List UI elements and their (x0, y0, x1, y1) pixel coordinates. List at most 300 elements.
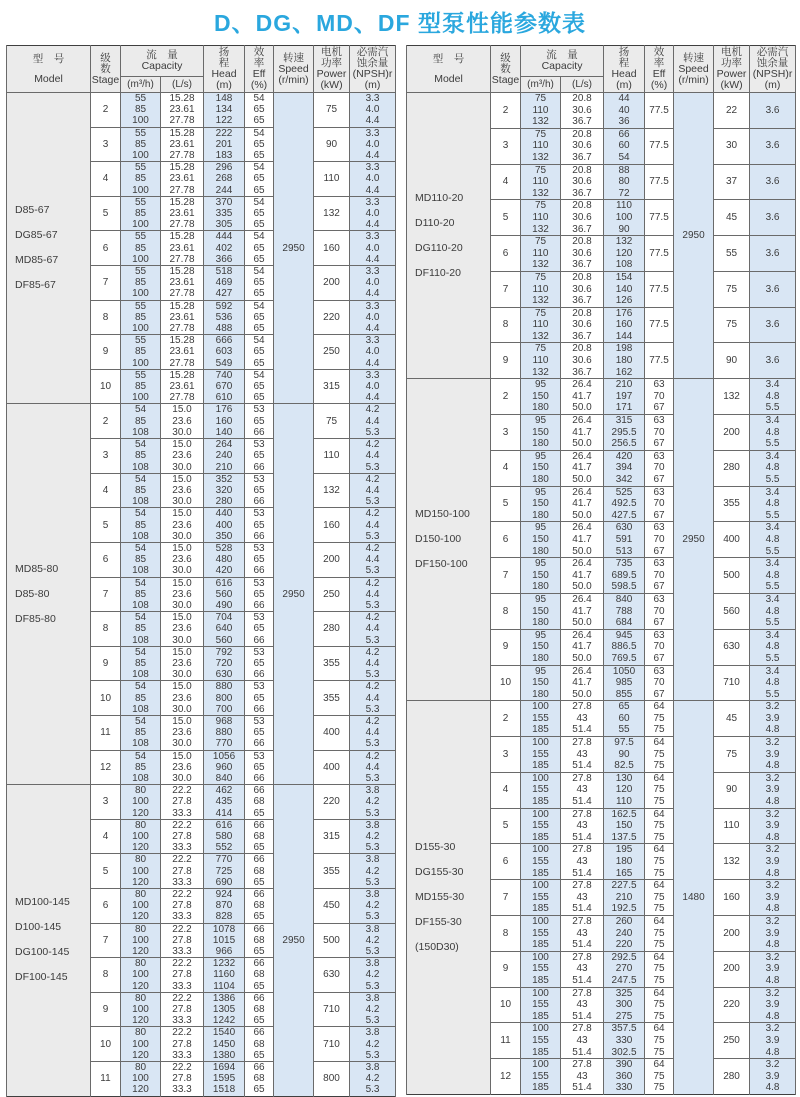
capacity-m3h-cell: 185 (521, 760, 561, 772)
stage-cell: 12 (491, 1059, 521, 1095)
capacity-ls-cell: 27.78 (161, 185, 204, 197)
capacity-m3h-cell: 108 (121, 565, 161, 577)
npsh-cell: 3.2 (750, 844, 796, 856)
head-cell: 108 (604, 259, 645, 271)
head-cell: 40 (604, 105, 645, 117)
power-cell: 450 (314, 889, 350, 924)
npsh-cell: 4.8 (750, 391, 796, 403)
capacity-m3h-cell: 54 (121, 681, 161, 693)
eff-cell: 77.5 (645, 200, 674, 236)
capacity-ls-cell: 50.0 (561, 653, 604, 665)
capacity-m3h-cell: 75 (521, 236, 561, 248)
capacity-m3h-cell: 150 (521, 427, 561, 439)
eff-cell: 65 (245, 243, 274, 254)
stage-cell: 10 (91, 1027, 121, 1062)
eff-cell: 65 (245, 762, 274, 773)
npsh-cell: 4.0 (350, 381, 396, 392)
head-cell: 1056 (204, 750, 245, 762)
head-cell: 591 (604, 534, 645, 546)
head-cell: 110 (604, 200, 645, 212)
capacity-m3h-cell: 85 (121, 104, 161, 115)
npsh-cell: 3.6 (750, 128, 796, 164)
capacity-m3h-cell: 185 (521, 903, 561, 915)
head-cell: 870 (204, 900, 245, 911)
head-cell: 295.5 (604, 427, 645, 439)
capacity-m3h-cell: 108 (121, 496, 161, 508)
capacity-m3h-cell: 100 (521, 915, 561, 927)
head-cell: 110 (604, 796, 645, 808)
eff-cell: 77.5 (645, 236, 674, 272)
capacity-m3h-cell: 132 (521, 259, 561, 271)
eff-cell: 54 (245, 231, 274, 243)
capacity-m3h-cell: 108 (121, 531, 161, 543)
capacity-m3h-cell: 180 (521, 546, 561, 558)
capacity-m3h-cell: 54 (121, 577, 161, 589)
capacity-ls-cell: 26.4 (561, 665, 604, 677)
eff-cell: 54 (245, 266, 274, 278)
eff-cell: 65 (245, 1050, 274, 1062)
npsh-cell: 4.4 (350, 450, 396, 461)
capacity-m3h-cell: 85 (121, 173, 161, 184)
eff-cell: 65 (245, 554, 274, 565)
eff-cell: 70 (645, 606, 674, 618)
capacity-ls-cell: 27.8 (561, 701, 604, 713)
eff-cell: 63 (645, 415, 674, 427)
npsh-cell: 3.8 (350, 1027, 396, 1039)
stage-cell: 5 (491, 200, 521, 236)
npsh-cell: 4.4 (350, 520, 396, 531)
eff-cell: 54 (245, 369, 274, 381)
pump-table-right (406, 45, 796, 1095)
capacity-m3h-cell: 155 (521, 820, 561, 832)
capacity-m3h-cell: 120 (121, 946, 161, 958)
npsh-cell: 4.4 (350, 185, 396, 197)
npsh-cell: 4.4 (350, 589, 396, 600)
head-cell: 195 (604, 844, 645, 856)
head-cell: 518 (204, 266, 245, 278)
capacity-ls-cell: 30.0 (161, 704, 204, 716)
capacity-ls-cell: 20.8 (561, 271, 604, 283)
eff-cell: 53 (245, 439, 274, 451)
capacity-m3h-cell: 55 (121, 335, 161, 347)
stage-cell: 8 (91, 612, 121, 647)
capacity-m3h-cell: 155 (521, 892, 561, 904)
power-cell: 315 (314, 369, 350, 404)
eff-cell: 70 (645, 534, 674, 546)
header-speed: 转速 Speed (r/min) (674, 46, 714, 93)
table-row (7, 404, 396, 416)
npsh-cell: 5.5 (750, 617, 796, 629)
eff-cell: 65 (245, 1015, 274, 1027)
capacity-m3h-cell: 54 (121, 646, 161, 658)
npsh-cell: 5.5 (750, 402, 796, 414)
head-cell: 120 (604, 784, 645, 796)
capacity-ls-cell: 36.7 (561, 152, 604, 164)
eff-cell: 77.5 (645, 307, 674, 343)
capacity-ls-cell: 23.6 (161, 589, 204, 600)
npsh-cell: 3.8 (350, 785, 396, 797)
head-cell: 197 (604, 391, 645, 403)
npsh-cell: 4.4 (350, 115, 396, 127)
capacity-m3h-cell: 80 (121, 1062, 161, 1074)
capacity-ls-cell: 30.6 (561, 248, 604, 260)
capacity-m3h-cell: 155 (521, 784, 561, 796)
capacity-m3h-cell: 100 (521, 1059, 561, 1071)
power-cell: 250 (714, 1023, 750, 1059)
npsh-cell: 3.4 (750, 629, 796, 641)
header-power: 电机 功率 Power (kW) (714, 46, 750, 93)
header-speed: 转速 Speed (r/min) (274, 46, 314, 93)
power-cell: 45 (714, 200, 750, 236)
eff-cell: 54 (245, 300, 274, 312)
npsh-cell: 3.3 (350, 231, 396, 243)
eff-cell: 75 (645, 903, 674, 915)
capacity-m3h-cell: 150 (521, 462, 561, 474)
head-cell: 55 (604, 724, 645, 736)
head-cell: 700 (204, 704, 245, 716)
eff-cell: 65 (245, 808, 274, 820)
stage-cell: 10 (491, 665, 521, 701)
capacity-ls-cell: 23.61 (161, 312, 204, 323)
power-cell: 200 (314, 266, 350, 301)
power-cell: 280 (314, 612, 350, 647)
head-cell: 402 (204, 243, 245, 254)
head-cell: 880 (204, 681, 245, 693)
capacity-m3h-cell: 100 (121, 115, 161, 127)
eff-cell: 67 (645, 402, 674, 414)
eff-cell: 75 (645, 868, 674, 880)
npsh-cell: 4.8 (750, 832, 796, 844)
head-cell: 427 (204, 288, 245, 300)
npsh-cell: 4.2 (350, 750, 396, 762)
capacity-ls-cell: 36.7 (561, 224, 604, 236)
eff-cell: 66 (245, 600, 274, 612)
npsh-cell: 3.3 (350, 196, 396, 208)
capacity-ls-cell: 23.61 (161, 173, 204, 184)
capacity-m3h-cell: 185 (521, 724, 561, 736)
capacity-ls-cell: 15.0 (161, 750, 204, 762)
power-cell: 500 (314, 923, 350, 958)
power-cell: 75 (314, 404, 350, 439)
head-cell: 427.5 (604, 510, 645, 522)
capacity-m3h-cell: 95 (521, 522, 561, 534)
head-cell: 144 (604, 331, 645, 343)
eff-cell: 66 (245, 427, 274, 439)
capacity-ls-cell: 27.78 (161, 254, 204, 266)
capacity-ls-cell: 30.6 (561, 355, 604, 367)
npsh-cell: 4.8 (750, 724, 796, 736)
stage-cell: 4 (91, 162, 121, 197)
capacity-ls-cell: 51.4 (561, 1082, 604, 1094)
npsh-cell: 4.8 (750, 462, 796, 474)
page-title: D、DG、MD、DF 型泵性能参数表 (214, 10, 586, 36)
stage-cell: 2 (91, 93, 121, 128)
head-cell: 792 (204, 646, 245, 658)
head-cell: 828 (204, 911, 245, 923)
capacity-ls-cell: 27.8 (161, 969, 204, 980)
eff-cell: 70 (645, 427, 674, 439)
capacity-ls-cell: 23.6 (161, 623, 204, 634)
eff-cell: 63 (645, 522, 674, 534)
capacity-m3h-cell: 180 (521, 617, 561, 629)
speed-cell: 2950 (274, 404, 314, 785)
capacity-ls-cell: 41.7 (561, 570, 604, 582)
eff-cell: 54 (245, 127, 274, 139)
npsh-cell: 4.8 (750, 677, 796, 689)
stage-cell: 6 (91, 542, 121, 577)
npsh-cell: 3.2 (750, 808, 796, 820)
capacity-m3h-cell: 110 (521, 248, 561, 260)
npsh-cell: 4.4 (350, 358, 396, 370)
npsh-cell: 5.5 (750, 689, 796, 701)
npsh-cell: 5.3 (350, 427, 396, 439)
head-cell: 616 (204, 819, 245, 831)
capacity-m3h-cell: 108 (121, 462, 161, 474)
capacity-m3h-cell: 75 (521, 343, 561, 355)
head-cell: 300 (604, 999, 645, 1011)
capacity-ls-cell: 22.2 (161, 992, 204, 1004)
npsh-cell: 3.2 (750, 1023, 796, 1035)
header-head: 扬 程 Head (m) (604, 46, 645, 93)
npsh-cell: 4.8 (750, 606, 796, 618)
stage-cell: 8 (91, 300, 121, 335)
capacity-ls-cell: 36.7 (561, 331, 604, 343)
capacity-ls-cell: 27.8 (561, 1059, 604, 1071)
capacity-m3h-cell: 120 (121, 1050, 161, 1062)
npsh-cell: 4.4 (350, 392, 396, 404)
capacity-ls-cell: 41.7 (561, 498, 604, 510)
capacity-ls-cell: 43 (561, 749, 604, 761)
capacity-ls-cell: 23.61 (161, 208, 204, 219)
eff-cell: 53 (245, 681, 274, 693)
stage-cell: 7 (491, 558, 521, 594)
eff-cell: 53 (245, 508, 274, 520)
eff-cell: 67 (645, 653, 674, 665)
capacity-ls-cell: 33.3 (161, 981, 204, 993)
npsh-cell: 3.6 (750, 164, 796, 200)
capacity-m3h-cell: 54 (121, 439, 161, 451)
capacity-m3h-cell: 100 (121, 392, 161, 404)
capacity-ls-cell: 15.0 (161, 439, 204, 451)
capacity-ls-cell: 27.8 (561, 915, 604, 927)
head-cell: 210 (604, 379, 645, 391)
stage-cell: 6 (491, 236, 521, 272)
eff-cell: 65 (245, 589, 274, 600)
eff-cell: 63 (645, 486, 674, 498)
npsh-cell: 4.8 (750, 903, 796, 915)
stage-cell: 4 (491, 450, 521, 486)
power-cell: 200 (714, 915, 750, 951)
capacity-ls-cell: 41.7 (561, 606, 604, 618)
model-cell: D85-67 DG85-67 MD85-67 DF85-67 (7, 93, 91, 404)
head-cell: 122 (204, 115, 245, 127)
npsh-cell: 4.2 (350, 681, 396, 693)
eff-cell: 75 (645, 1082, 674, 1094)
head-cell: 490 (204, 600, 245, 612)
capacity-ls-cell: 51.4 (561, 832, 604, 844)
eff-cell: 63 (645, 379, 674, 391)
capacity-ls-cell: 30.6 (561, 319, 604, 331)
capacity-ls-cell: 30.0 (161, 427, 204, 439)
capacity-ls-cell: 30.0 (161, 669, 204, 681)
head-cell: 630 (204, 669, 245, 681)
eff-cell: 65 (245, 877, 274, 889)
eff-cell: 67 (645, 438, 674, 450)
capacity-ls-cell: 36.7 (561, 188, 604, 200)
capacity-ls-cell: 43 (561, 713, 604, 725)
eff-cell: 66 (245, 462, 274, 474)
eff-cell: 65 (245, 358, 274, 370)
eff-cell: 67 (645, 617, 674, 629)
capacity-m3h-cell: 75 (521, 200, 561, 212)
stage-cell: 5 (91, 508, 121, 543)
eff-cell: 65 (245, 288, 274, 300)
npsh-cell: 5.3 (350, 981, 396, 993)
capacity-ls-cell: 43 (561, 784, 604, 796)
capacity-m3h-cell: 95 (521, 450, 561, 462)
npsh-cell: 4.8 (750, 939, 796, 951)
capacity-ls-cell: 50.0 (561, 510, 604, 522)
capacity-m3h-cell: 110 (521, 355, 561, 367)
stage-cell: 9 (91, 335, 121, 370)
head-cell: 440 (204, 508, 245, 520)
npsh-cell: 5.3 (350, 565, 396, 577)
head-cell: 966 (204, 946, 245, 958)
capacity-m3h-cell: 132 (521, 224, 561, 236)
eff-cell: 65 (245, 323, 274, 335)
eff-cell: 65 (245, 346, 274, 357)
eff-cell: 63 (645, 558, 674, 570)
power-cell: 710 (314, 992, 350, 1027)
capacity-m3h-cell: 100 (521, 844, 561, 856)
eff-cell: 70 (645, 462, 674, 474)
head-cell: 400 (204, 520, 245, 531)
power-cell: 55 (714, 236, 750, 272)
eff-cell: 70 (645, 391, 674, 403)
capacity-m3h-cell: 110 (521, 319, 561, 331)
capacity-m3h-cell: 110 (521, 284, 561, 296)
npsh-cell: 3.8 (350, 923, 396, 935)
capacity-ls-cell: 15.0 (161, 715, 204, 727)
eff-cell: 54 (245, 335, 274, 347)
head-cell: 394 (604, 462, 645, 474)
npsh-cell: 4.0 (350, 139, 396, 150)
capacity-m3h-cell: 95 (521, 665, 561, 677)
capacity-ls-cell: 36.7 (561, 295, 604, 307)
eff-cell: 65 (245, 1084, 274, 1096)
capacity-ls-cell: 43 (561, 1035, 604, 1047)
capacity-ls-cell: 27.78 (161, 323, 204, 335)
npsh-cell: 3.2 (750, 880, 796, 892)
eff-cell: 53 (245, 577, 274, 589)
eff-cell: 75 (645, 749, 674, 761)
head-cell: 689.5 (604, 570, 645, 582)
head-cell: 924 (204, 889, 245, 901)
head-cell: 420 (604, 450, 645, 462)
stage-cell: 4 (491, 772, 521, 808)
capacity-m3h-cell: 100 (121, 185, 161, 197)
head-cell: 616 (204, 577, 245, 589)
head-cell: 80 (604, 176, 645, 188)
eff-cell: 64 (645, 880, 674, 892)
capacity-ls-cell: 33.3 (161, 1084, 204, 1096)
capacity-m3h-cell: 55 (121, 231, 161, 243)
head-cell: 670 (204, 381, 245, 392)
head-cell: 162.5 (604, 808, 645, 820)
head-cell: 880 (204, 727, 245, 738)
capacity-m3h-cell: 55 (121, 369, 161, 381)
capacity-m3h-cell: 180 (521, 653, 561, 665)
speed-cell: 1480 (674, 701, 714, 1095)
npsh-cell: 5.3 (350, 946, 396, 958)
capacity-ls-cell: 26.4 (561, 450, 604, 462)
header-power: 电机 功率 Power (kW) (314, 46, 350, 93)
stage-cell: 7 (91, 577, 121, 612)
head-cell: 222 (204, 127, 245, 139)
head-cell: 513 (604, 546, 645, 558)
npsh-cell: 4.4 (350, 416, 396, 427)
npsh-cell: 4.0 (350, 243, 396, 254)
npsh-cell: 4.8 (750, 796, 796, 808)
head-cell: 1694 (204, 1062, 245, 1074)
eff-cell: 66 (245, 819, 274, 831)
head-cell: 171 (604, 402, 645, 414)
power-cell: 400 (314, 715, 350, 750)
npsh-cell: 4.8 (750, 975, 796, 987)
head-cell: 325 (604, 987, 645, 999)
npsh-cell: 3.8 (350, 889, 396, 901)
head-cell: 350 (204, 531, 245, 543)
head-cell: 444 (204, 231, 245, 243)
npsh-cell: 4.2 (350, 1073, 396, 1084)
npsh-cell: 5.3 (350, 808, 396, 820)
npsh-cell: 3.3 (350, 300, 396, 312)
capacity-ls-cell: 23.61 (161, 277, 204, 288)
capacity-m3h-cell: 100 (521, 951, 561, 963)
capacity-m3h-cell: 85 (121, 312, 161, 323)
power-cell: 200 (714, 951, 750, 987)
capacity-m3h-cell: 180 (521, 438, 561, 450)
capacity-m3h-cell: 100 (121, 1004, 161, 1015)
capacity-m3h-cell: 75 (521, 93, 561, 105)
header-head: 扬 程 Head (m) (204, 46, 245, 93)
head-cell: 370 (204, 196, 245, 208)
header-model: 型 号 Model (7, 46, 91, 93)
head-cell: 800 (204, 693, 245, 704)
head-cell: 198 (604, 343, 645, 355)
capacity-m3h-cell: 185 (521, 868, 561, 880)
capacity-m3h-cell: 85 (121, 693, 161, 704)
npsh-cell: 3.9 (750, 892, 796, 904)
head-cell: 88 (604, 164, 645, 176)
stage-cell: 7 (491, 271, 521, 307)
head-cell: 1305 (204, 1004, 245, 1015)
capacity-ls-cell: 30.6 (561, 284, 604, 296)
head-cell: 280 (204, 496, 245, 508)
capacity-ls-cell: 41.7 (561, 462, 604, 474)
capacity-m3h-cell: 85 (121, 450, 161, 461)
head-cell: 886.5 (604, 641, 645, 653)
capacity-ls-cell: 15.0 (161, 542, 204, 554)
npsh-cell: 4.8 (750, 1011, 796, 1023)
power-cell: 250 (314, 577, 350, 612)
head-cell: 720 (204, 658, 245, 669)
npsh-cell: 4.4 (350, 254, 396, 266)
eff-cell: 65 (245, 450, 274, 461)
head-cell: 1386 (204, 992, 245, 1004)
head-cell: 1540 (204, 1027, 245, 1039)
npsh-cell: 5.3 (350, 842, 396, 854)
